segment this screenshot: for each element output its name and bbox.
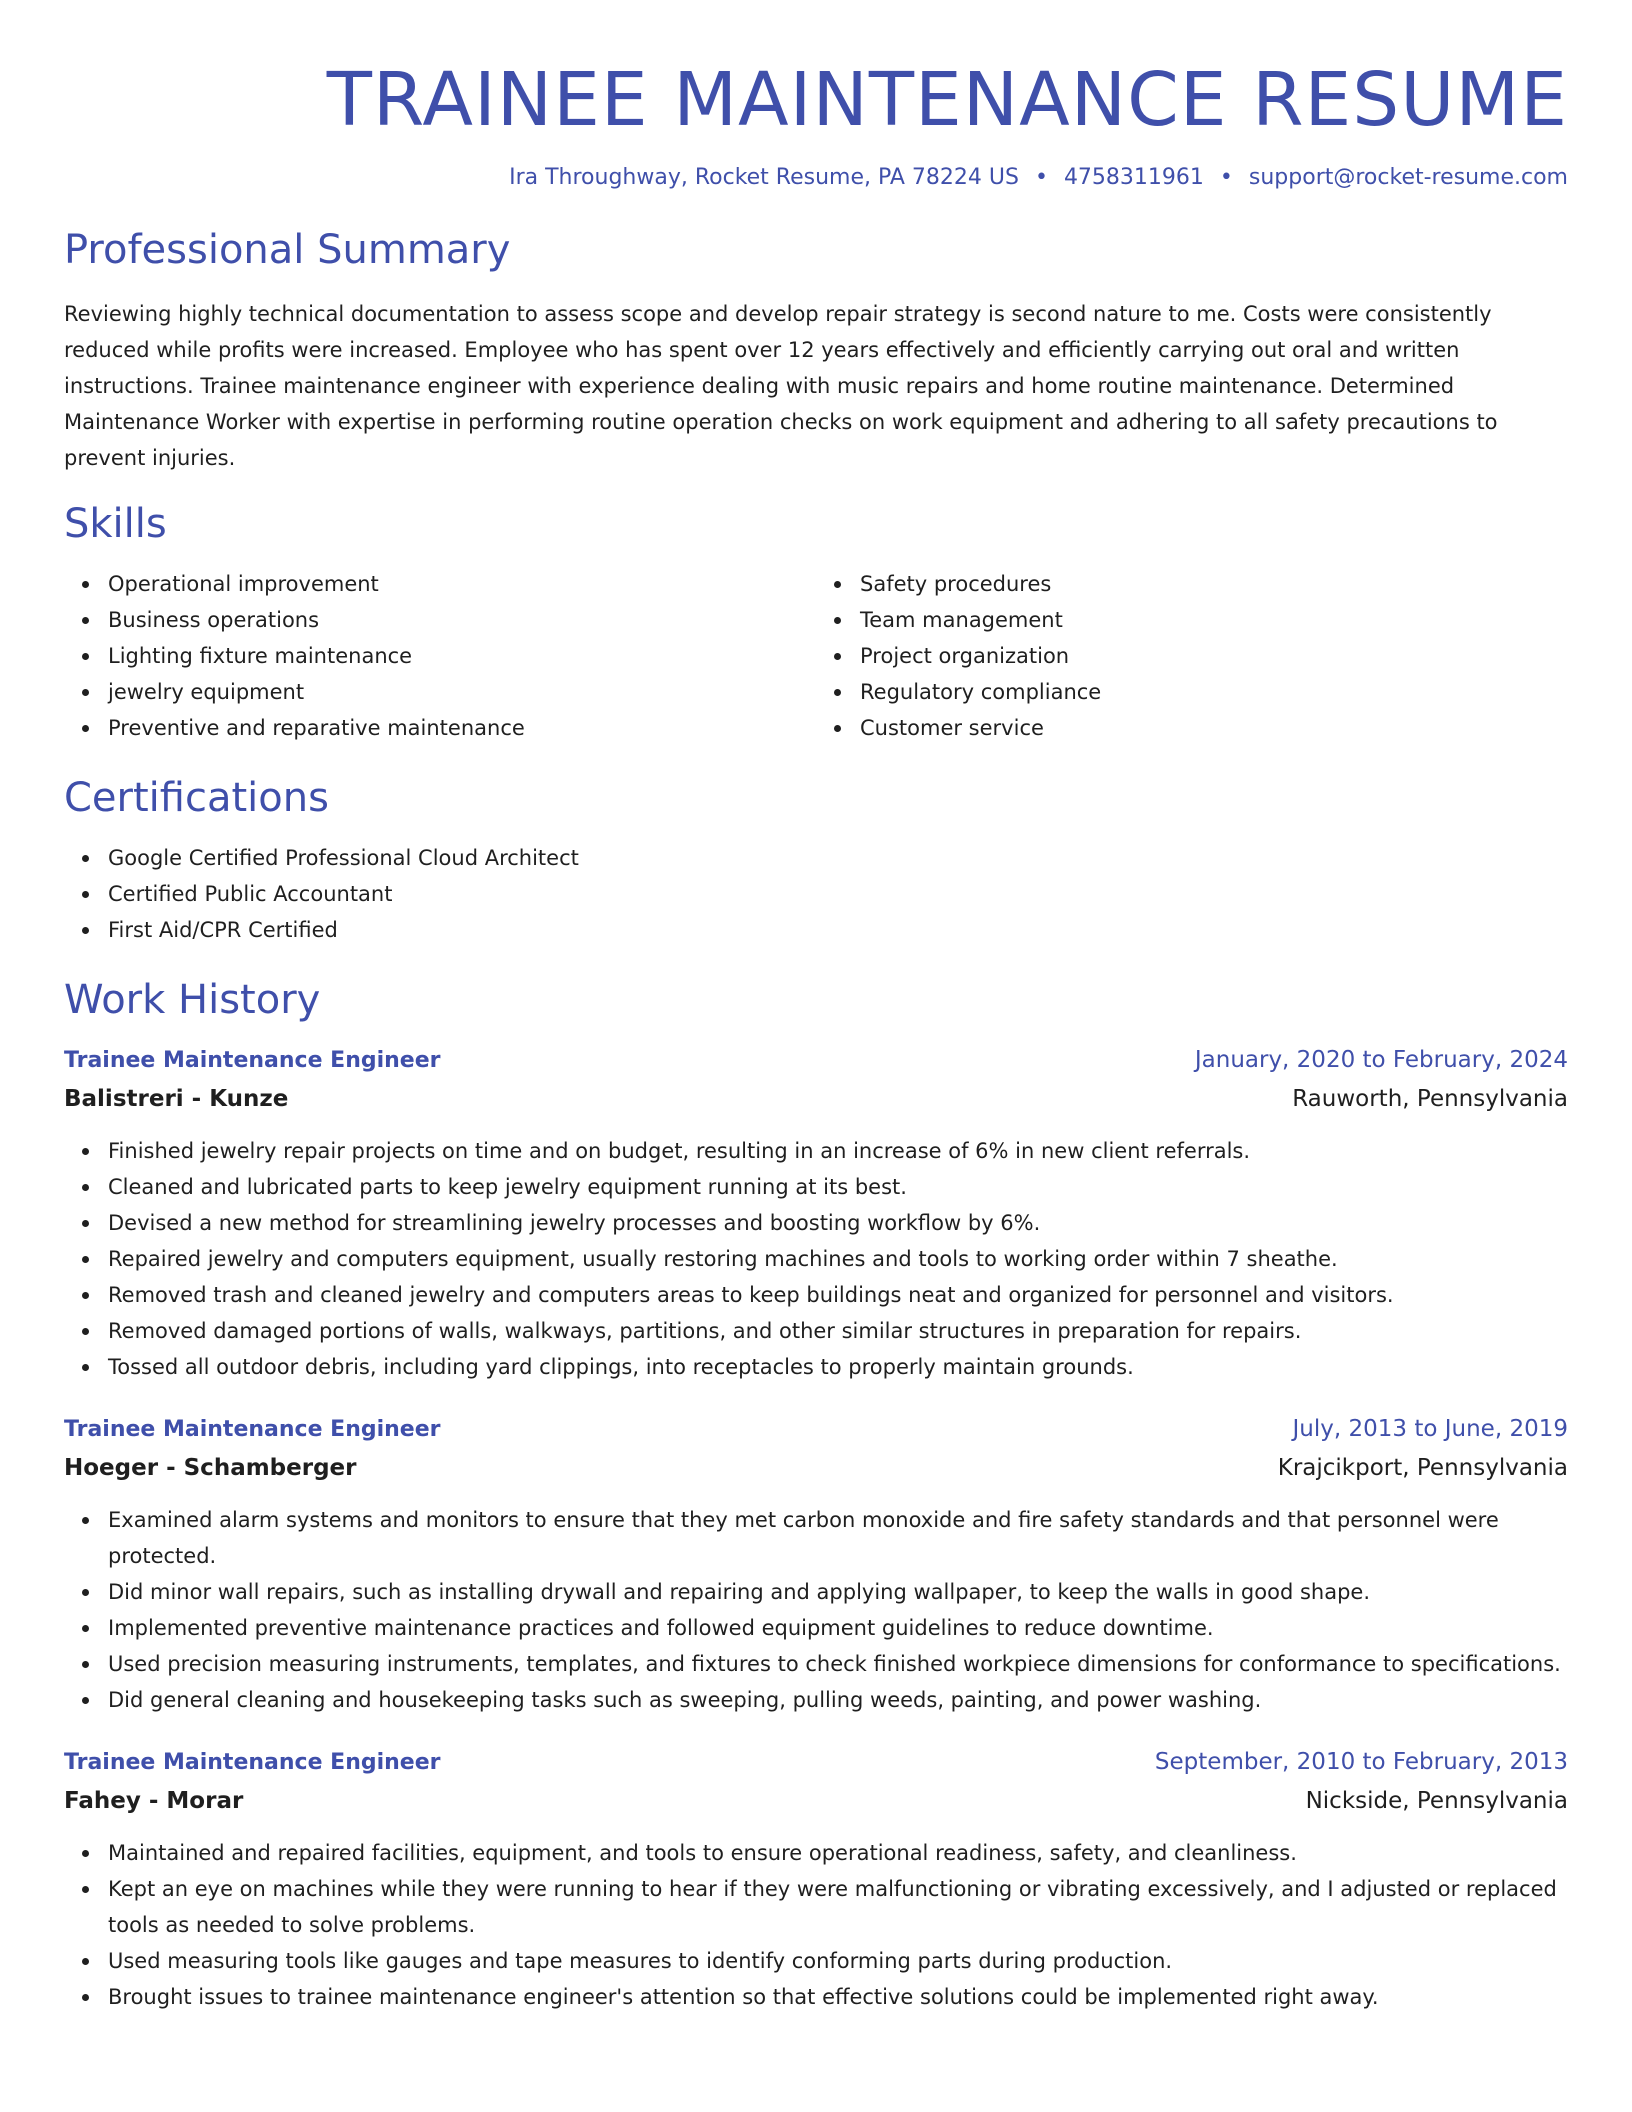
certifications-heading: Certifications xyxy=(64,775,329,821)
job-duty: Tossed all outdoor debris, including yard clippings, into receptacles to properly maintain grounds. xyxy=(108,1349,1568,1385)
work-history-heading: Work History xyxy=(64,977,321,1023)
job-duty: Implemented preventive maintenance practices and followed equipment guidelines to reduce downtime. xyxy=(108,1610,1568,1646)
summary-text: Reviewing highly technical documentation to assess scope and develop repair strategy is second nature to me. Costs were consistently reduced while profits were increased. Employee who has spent over 12 years effectively and efficiently carrying out oral and written instructions. Trainee maintenance engineer with experience dealing with music repairs and home routine maintenance. Determined Maintenance Worker with expertise in performing routine operation checks on work equipment and adhering to all safety precautions to prevent injuries. xyxy=(64,302,1498,470)
job-title: Trainee Maintenance Engineer xyxy=(64,1750,441,1775)
job-duty: Devised a new method for streamlining jewelry processes and boosting workflow by 6%. xyxy=(108,1205,1568,1241)
skills-columns xyxy=(64,566,1568,746)
job-duty: Used measuring tools like gauges and tape measures to identify conforming parts during production. xyxy=(108,1943,1568,1979)
contact-separator: • xyxy=(1034,165,1048,190)
job-location: Nickside, Pennsylvania xyxy=(1305,1788,1568,1814)
contact-address: Ira Throughway, Rocket Resume, PA 78224 US xyxy=(509,165,1019,190)
skill-item: Business operations xyxy=(108,602,816,638)
job-dates: January, 2020 to February, 2024 xyxy=(1194,1047,1568,1073)
job-duties-list xyxy=(64,1133,1568,1385)
resume-header xyxy=(64,52,1568,194)
job-duties-list xyxy=(64,1502,1568,1718)
job-entry xyxy=(64,1411,1568,1718)
skills-list-left xyxy=(64,566,816,746)
contact-separator: • xyxy=(1219,165,1233,190)
job-title: Trainee Maintenance Engineer xyxy=(64,1417,441,1442)
job-duty: Examined alarm systems and monitors to ensure that they met carbon monoxide and fire safety standards and that personnel were protected. xyxy=(108,1502,1568,1574)
job-entry xyxy=(64,1042,1568,1385)
job-duty: Kept an eye on machines while they were running to hear if they were malfunctioning or vibrating excessively, and I adjusted or replaced tools as needed to solve problems. xyxy=(108,1871,1568,1943)
job-duties-list xyxy=(64,1835,1568,2015)
job-company: Fahey - Morar xyxy=(64,1788,244,1814)
skill-item: Customer service xyxy=(860,710,1568,746)
contact-phone: 4758311961 xyxy=(1063,165,1204,190)
skill-item: Safety procedures xyxy=(860,566,1568,602)
skills-heading: Skills xyxy=(64,501,167,547)
job-duty: Did minor wall repairs, such as installing drywall and repairing and applying wallpaper, to keep the walls in good shape. xyxy=(108,1574,1568,1610)
skill-item: Project organization xyxy=(860,638,1568,674)
job-header-row xyxy=(64,1042,1568,1079)
certifications-list xyxy=(64,840,1568,948)
job-duty: Did general cleaning and housekeeping tasks such as sweeping, pulling weeds, painting, and power washing. xyxy=(108,1682,1568,1718)
job-duty: Removed trash and cleaned jewelry and computers areas to keep buildings neat and organized for personnel and visitors. xyxy=(108,1277,1568,1313)
job-title: Trainee Maintenance Engineer xyxy=(64,1048,441,1073)
job-location: Krajcikport, Pennsylvania xyxy=(1277,1455,1568,1481)
skill-item: Lighting fixture maintenance xyxy=(108,638,816,674)
job-company-row xyxy=(64,1781,1568,1821)
contact-email[interactable]: support@rocket-resume.com xyxy=(1248,165,1568,190)
job-company-row xyxy=(64,1079,1568,1119)
job-dates: September, 2010 to February, 2013 xyxy=(1154,1749,1568,1775)
job-dates: July, 2013 to June, 2019 xyxy=(1292,1416,1568,1442)
job-header-row xyxy=(64,1411,1568,1448)
skill-item: jewelry equipment xyxy=(108,674,816,710)
job-company: Hoeger - Schamberger xyxy=(64,1455,357,1481)
certification-item: First Aid/CPR Certified xyxy=(108,912,1568,948)
summary-heading: Professional Summary xyxy=(64,227,511,273)
job-entry xyxy=(64,1744,1568,2015)
resume-title: TRAINEE MAINTENANCE RESUME xyxy=(326,57,1568,143)
job-duty: Used precision measuring instruments, templates, and fixtures to check finished workpiece dimensions for conformance to specifications. xyxy=(108,1646,1568,1682)
job-company: Balistreri - Kunze xyxy=(64,1086,289,1112)
contact-line xyxy=(64,162,1568,194)
job-duty: Cleaned and lubricated parts to keep jewelry equipment running at its best. xyxy=(108,1169,1568,1205)
skill-item: Operational improvement xyxy=(108,566,816,602)
job-duty: Finished jewelry repair projects on time and on budget, resulting in an increase of 6% in new client referrals. xyxy=(108,1133,1568,1169)
certification-item: Certified Public Accountant xyxy=(108,876,1568,912)
certification-item: Google Certified Professional Cloud Architect xyxy=(108,840,1568,876)
job-header-row xyxy=(64,1744,1568,1781)
skill-item: Team management xyxy=(860,602,1568,638)
skill-item: Regulatory compliance xyxy=(860,674,1568,710)
job-duty: Maintained and repaired facilities, equipment, and tools to ensure operational readiness, safety, and cleanliness. xyxy=(108,1835,1568,1871)
job-location: Rauworth, Pennsylvania xyxy=(1292,1086,1568,1112)
job-duty: Removed damaged portions of walls, walkways, partitions, and other similar structures in preparation for repairs. xyxy=(108,1313,1568,1349)
job-company-row xyxy=(64,1448,1568,1488)
job-duty: Brought issues to trainee maintenance engineer's attention so that effective solutions could be implemented right away. xyxy=(108,1979,1568,2015)
skill-item: Preventive and reparative maintenance xyxy=(108,710,816,746)
job-duty: Repaired jewelry and computers equipment, usually restoring machines and tools to working order within 7 sheathe. xyxy=(108,1241,1568,1277)
skills-list-right xyxy=(816,566,1568,746)
